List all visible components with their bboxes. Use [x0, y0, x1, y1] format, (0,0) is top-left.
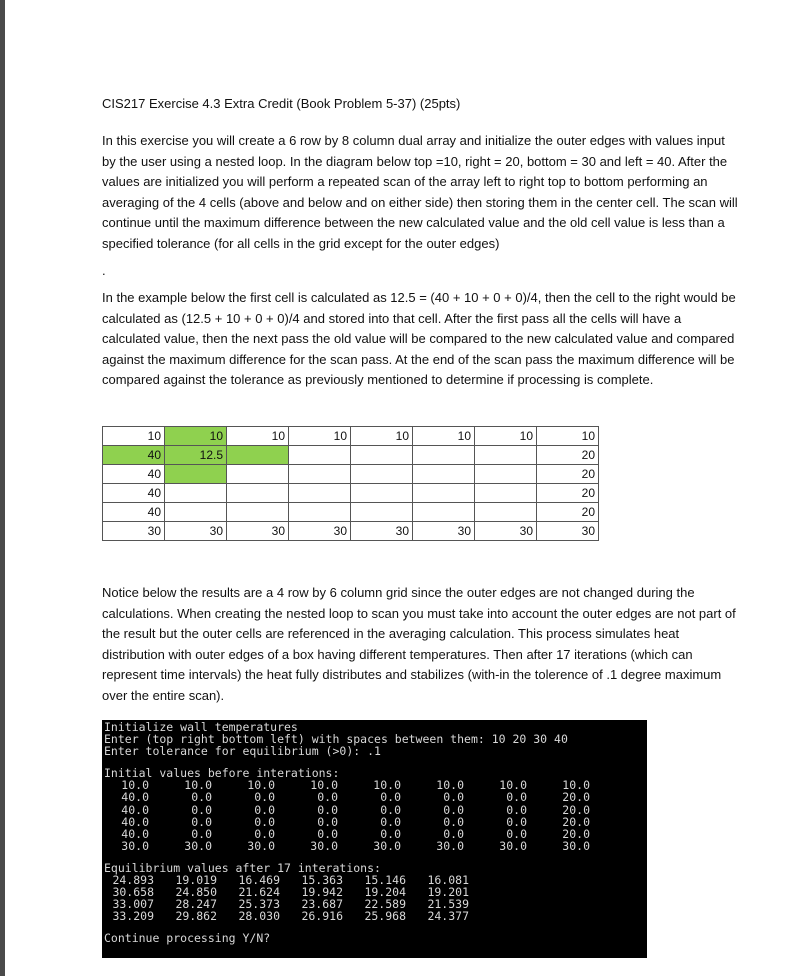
- page-title: CIS217 Exercise 4.3 Extra Credit (Book Problem 5-37) (25pts): [102, 96, 461, 111]
- console-value: 0.0: [443, 790, 464, 805]
- console-value: 10.0: [436, 778, 464, 793]
- console-value: 0.0: [254, 790, 275, 805]
- grid-row: [103, 522, 599, 541]
- console-value: 10.0: [121, 778, 149, 793]
- grid-cell: [351, 446, 413, 465]
- grid-cell: [289, 465, 351, 484]
- console-value: 0.0: [380, 790, 401, 805]
- grid-cell: 30: [103, 522, 165, 541]
- grid-cell: 20: [537, 503, 599, 522]
- console-value: 0.0: [317, 802, 338, 817]
- console-value: 28.247: [175, 897, 217, 912]
- console-value: 23.687: [301, 897, 343, 912]
- console-value-row: [104, 840, 645, 852]
- console-value: 0.0: [317, 826, 338, 841]
- console-value: 30.0: [184, 838, 212, 853]
- grid-cell: [289, 503, 351, 522]
- console-value: 33.007: [112, 897, 154, 912]
- console-value: 28.030: [238, 909, 280, 924]
- console-value: 15.363: [301, 873, 343, 888]
- grid-row: [103, 503, 599, 522]
- console-value: 10.0: [247, 778, 275, 793]
- grid-cell: [289, 446, 351, 465]
- console-prompt: Continue processing Y/N?: [104, 931, 271, 946]
- grid-cell: [475, 503, 537, 522]
- grid-cell: 30: [351, 522, 413, 541]
- console-value: 22.589: [364, 897, 406, 912]
- grid-cell: 30: [289, 522, 351, 541]
- grid-cell: 30: [165, 522, 227, 541]
- console-line: Enter tolerance for equilibrium (>0): .1: [104, 744, 381, 759]
- console-value: 10.0: [499, 778, 527, 793]
- grid-cell: [475, 446, 537, 465]
- grid-cell: 10: [537, 427, 599, 446]
- console-value: 0.0: [443, 826, 464, 841]
- grid-cell: [475, 484, 537, 503]
- console-value: 0.0: [317, 814, 338, 829]
- intro-paragraph: In this exercise you will create a 6 row by 8 column dual array and initialize the outer edges with values input by the user using a nested loop. In the diagram below top =10, right = 20, bottom = 30 and left = 40. After the values are initialized you will perform a repeated scan of the array left to right top to bottom performing an averaging of the 4 cells (above and below and on either side) then storing them in the center cell. The scan will continue until the maximum difference between the new calculated value and the old cell value is less than a specified tolerance (for all cells in the grid except for the outer edges): [102, 133, 738, 251]
- console-value: 19.019: [175, 873, 217, 888]
- console-value: 20.0: [562, 814, 590, 829]
- console-value: 20.0: [562, 802, 590, 817]
- grid-cell: [227, 465, 289, 484]
- console-value: 30.0: [499, 838, 527, 853]
- console-value: 40.0: [121, 814, 149, 829]
- grid-cell: 10: [165, 427, 227, 446]
- grid-row: [103, 446, 599, 465]
- grid-cell: [413, 465, 475, 484]
- console-value: 40.0: [121, 826, 149, 841]
- grid-cell: 10: [413, 427, 475, 446]
- console-value: 0.0: [254, 814, 275, 829]
- stray-period: .: [102, 263, 106, 278]
- console-value: 29.862: [175, 909, 217, 924]
- console-value: 30.0: [121, 838, 149, 853]
- console-value: 20.0: [562, 826, 590, 841]
- console-value: 30.0: [562, 838, 590, 853]
- grid-cell: [165, 465, 227, 484]
- console-value: 21.539: [427, 897, 469, 912]
- grid-cell: [227, 484, 289, 503]
- grid-cell: 10: [289, 427, 351, 446]
- grid-cell: 10: [227, 427, 289, 446]
- console-value: 10.0: [184, 778, 212, 793]
- grid-cell: [165, 503, 227, 522]
- console-value: 24.377: [427, 909, 469, 924]
- console-line: Enter (top right bottom left) with spaces between them: 10 20 30 40: [104, 732, 568, 747]
- console-value: 24.850: [175, 885, 217, 900]
- console-initial-values: [104, 779, 645, 852]
- console-value: 0.0: [380, 826, 401, 841]
- console-output: [102, 720, 647, 958]
- console-initial-label: Initial values before interations:: [104, 766, 340, 781]
- left-edge-bar: [0, 0, 5, 976]
- console-value: 10.0: [373, 778, 401, 793]
- grid-cell: 30: [227, 522, 289, 541]
- example-paragraph: In the example below the first cell is calculated as 12.5 = (40 + 10 + 0 + 0)/4, then the cell to the right would be calculated as (12.5 + 10 + 0 + 0)/4 and stored into that cell. After the first pass all the cells will have a calculated value, then the next pass the old value will be compared to the new calculated value and compared against the maximum difference for the scan pass. At the end of the scan pass the maximum difference will be compared against the tolerance as previously mentioned to determine if processing is complete.: [102, 290, 736, 388]
- console-value: 25.373: [238, 897, 280, 912]
- console-value-row: [104, 816, 645, 828]
- grid-cell: [475, 465, 537, 484]
- console-value: 0.0: [380, 802, 401, 817]
- console-value: 0.0: [506, 790, 527, 805]
- grid-row: [103, 484, 599, 503]
- console-value: 19.942: [301, 885, 343, 900]
- console-value: 30.0: [436, 838, 464, 853]
- console-value: 0.0: [191, 802, 212, 817]
- grid-cell: [165, 484, 227, 503]
- grid-cell: 40: [103, 484, 165, 503]
- console-value: 0.0: [506, 826, 527, 841]
- console-line: Initialize wall temperatures: [104, 720, 298, 734]
- grid-cell: 30: [413, 522, 475, 541]
- grid-cell: 40: [103, 465, 165, 484]
- console-value: 26.916: [301, 909, 343, 924]
- console-value: 30.0: [247, 838, 275, 853]
- console-value-row: [104, 910, 645, 922]
- console-value-row: [104, 791, 645, 803]
- grid-cell: 10: [351, 427, 413, 446]
- grid-cell: [351, 503, 413, 522]
- console-value: 30.0: [373, 838, 401, 853]
- grid-cell: 20: [537, 465, 599, 484]
- grid-cell: [413, 446, 475, 465]
- console-value: 24.893: [112, 873, 154, 888]
- console-value: 0.0: [443, 814, 464, 829]
- console-value: 10.0: [562, 778, 590, 793]
- grid-cell: [351, 465, 413, 484]
- console-value: 10.0: [310, 778, 338, 793]
- grid-cell: [227, 503, 289, 522]
- console-value: 30.658: [112, 885, 154, 900]
- console-value: 19.204: [364, 885, 406, 900]
- grid-cell: 10: [475, 427, 537, 446]
- console-value: 0.0: [506, 814, 527, 829]
- console-value: 0.0: [254, 802, 275, 817]
- grid-row: [103, 427, 599, 446]
- console-value: 0.0: [380, 814, 401, 829]
- console-value: 33.209: [112, 909, 154, 924]
- console-equilibrium-label: Equilibrium values after 17 interations:: [104, 860, 381, 875]
- grid-row: [103, 465, 599, 484]
- console-value: 20.0: [562, 790, 590, 805]
- console-value: 0.0: [443, 802, 464, 817]
- console-value: 15.146: [364, 873, 406, 888]
- grid-cell: 30: [537, 522, 599, 541]
- console-value: 19.201: [427, 885, 469, 900]
- console-value: 0.0: [191, 790, 212, 805]
- console-value: 0.0: [191, 814, 212, 829]
- grid-cell: [227, 446, 289, 465]
- console-value: 0.0: [317, 790, 338, 805]
- console-value: 25.968: [364, 909, 406, 924]
- grid-cell: [413, 503, 475, 522]
- console-value: 16.081: [427, 873, 469, 888]
- grid-cell: [351, 484, 413, 503]
- console-value: 21.624: [238, 885, 280, 900]
- console-value-row: [104, 804, 645, 816]
- console-value: 16.469: [238, 873, 280, 888]
- grid-cell: 12.5: [165, 446, 227, 465]
- console-value: 0.0: [254, 826, 275, 841]
- grid-cell: 40: [103, 503, 165, 522]
- grid-cell: 20: [537, 484, 599, 503]
- console-value: 40.0: [121, 790, 149, 805]
- grid-cell: 30: [475, 522, 537, 541]
- grid-cell: [413, 484, 475, 503]
- console-value: 30.0: [310, 838, 338, 853]
- console-value: 0.0: [506, 802, 527, 817]
- results-paragraph: Notice below the results are a 4 row by 6 column grid since the outer edges are not changed during the calculations. When creating the nested loop to scan you must take into account the outer edges are not part of the result but the outer cells are referenced in the averaging calculation. This process simulates heat distribution with outer edges of a box having different temperatures. Then after 17 iterations (which can represent time intervals) the heat fully distributes and stabilizes (with-in the tolerence of .1 degree maximum over the entire scan).: [102, 585, 736, 703]
- console-equilibrium-values: [104, 874, 645, 922]
- grid-cell: 40: [103, 446, 165, 465]
- grid-cell: 10: [103, 427, 165, 446]
- example-grid: [102, 426, 599, 541]
- grid-cell: [289, 484, 351, 503]
- console-value: 0.0: [191, 826, 212, 841]
- grid-cell: 20: [537, 446, 599, 465]
- console-value: 40.0: [121, 802, 149, 817]
